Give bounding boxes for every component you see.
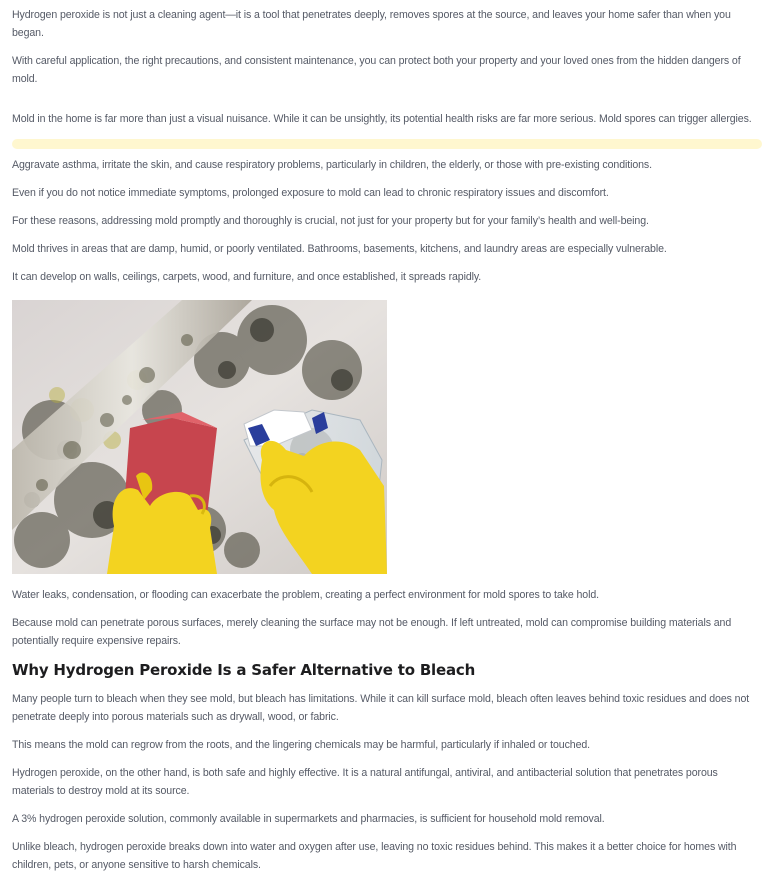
paragraph: Because mold can penetrate porous surfaces, merely cleaning the surface may not be enough. If left untreated, mold can compromise building materials and potentially require expensive repairs.: [12, 617, 732, 647]
highlight-bar: [12, 139, 762, 149]
paragraph: Aggravate asthma, irritate the skin, and cause respiratory problems, particularly in children, the elderly, or those with pre-existing conditions.: [12, 159, 652, 171]
paragraph: Unlike bleach, hydrogen peroxide breaks down into water and oxygen after use, leaving no toxic residues behind. This makes it a better choice for homes with children, pets, or anyone sensitive to harsh chemicals.: [12, 841, 737, 871]
paragraph: It can develop on walls, ceilings, carpets, wood, and furniture, and once established, it spreads rapidly.: [12, 271, 482, 283]
paragraph: This means the mold can regrow from the roots, and the lingering chemicals may be harmful, particularly if inhaled or touched.: [12, 739, 590, 751]
paragraph: Even if you do not notice immediate symptoms, prolonged exposure to mold can lead to chronic respiratory issues and discomfort.: [12, 187, 609, 199]
paragraph: Hydrogen peroxide, on the other hand, is both safe and highly effective. It is a natural antifungal, antiviral, and antibacterial solution that penetrates porous materials to destroy mold at its source.: [12, 767, 718, 797]
paragraph: With careful application, the right precautions, and consistent maintenance, you can protect both your property and your loved ones from the hidden dangers of mold.: [12, 55, 741, 85]
paragraph: Mold thrives in areas that are damp, humid, or poorly ventilated. Bathrooms, basements, kitchens, and laundry areas are especially vulnerable.: [12, 243, 667, 255]
paragraph: A 3% hydrogen peroxide solution, commonly available in supermarkets and pharmacies, is sufficient for household mold removal.: [12, 813, 605, 825]
section-heading: Why Hydrogen Peroxide Is a Safer Alternative to Bleach: [12, 661, 476, 679]
paragraph: Many people turn to bleach when they see mold, but bleach has limitations. While it can kill surface mold, bleach often leaves behind toxic residues and does not penetrate deeply into porous materials such as drywall, wood, or fabric.: [12, 693, 750, 723]
paragraph: Water leaks, condensation, or flooding can exacerbate the problem, creating a perfect environment for mold spores to take hold.: [12, 589, 599, 601]
paragraph: Hydrogen peroxide is not just a cleaning agent—it is a tool that penetrates deeply, removes spores at the source, and leaves your home safer than when you began.: [12, 9, 731, 39]
mold-cleaning-photo: [12, 300, 387, 574]
paragraph: For these reasons, addressing mold promptly and thoroughly is crucial, not just for your property but for your family’s health and well-being.: [12, 215, 649, 227]
paragraph: Mold in the home is far more than just a visual nuisance. While it can be unsightly, its potential health risks are far more serious. Mold spores can trigger allergies.: [12, 113, 752, 125]
